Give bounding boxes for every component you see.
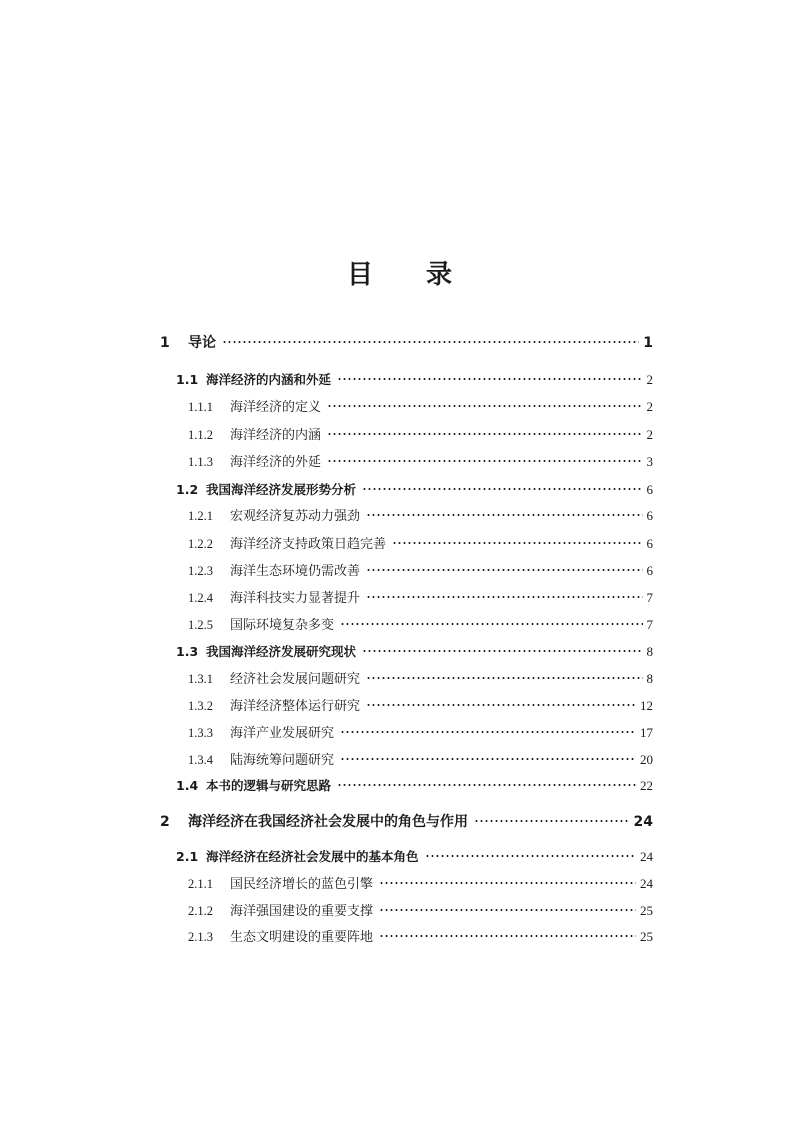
toc-entry-title: 导论 [188,335,216,351]
toc-entry-number: 1.3 [176,644,199,659]
dot-leader [362,488,642,490]
dot-leader [379,935,636,937]
toc-entry-title: 海洋经济在经济社会发展中的基本角色 [206,849,419,864]
toc-entry[interactable] [176,637,653,667]
toc-entry-page: 2 [646,399,653,414]
dot-leader [379,909,636,911]
toc-entry-number: 1.1.2 [188,428,213,442]
toc-entry[interactable] [188,447,653,477]
toc-entry-number: 1.2 [176,482,199,497]
dot-leader [327,405,642,407]
toc-entry-page: 7 [646,617,653,632]
toc-entry-title: 我国海洋经济发展形势分析 [206,482,357,497]
toc-entry-title: 我国海洋经济发展研究现状 [206,644,357,659]
toc-entry[interactable] [188,501,653,531]
toc-entry-title: 海洋经济的内涵 [230,427,322,442]
toc-entry-number: 1.1.1 [188,400,213,414]
toc-entry-page: 20 [640,752,653,767]
toc-entry-number: 1.4 [176,778,199,793]
toc-entry-title: 海洋经济的外延 [230,454,322,469]
toc-entry[interactable] [188,691,653,721]
dot-leader [392,542,642,544]
toc-entry[interactable] [176,771,653,801]
toc-entry-page: 2 [646,372,653,387]
toc-entry-number: 1.1.3 [188,455,213,469]
toc-entry-number: 1.2.5 [188,618,213,632]
toc-entry[interactable] [188,718,653,748]
toc-entry-page: 2 [646,427,653,442]
toc-entry[interactable] [188,392,653,422]
dot-leader [337,784,636,786]
toc-entry-title: 本书的逻辑与研究思路 [206,778,332,793]
dot-leader [337,378,642,380]
toc-entry[interactable] [188,922,653,952]
toc-entry-title: 陆海统筹问题研究 [230,752,335,767]
toc-entry-title: 国民经济增长的蓝色引擎 [230,876,374,891]
toc-entry[interactable] [160,328,653,358]
dot-leader [340,731,636,733]
toc-entry-number: 1.2.4 [188,591,213,605]
toc-entry-title: 海洋经济整体运行研究 [230,698,361,713]
toc-entry[interactable] [188,583,653,613]
toc-entry-number: 2.1.3 [188,930,213,944]
toc-entry-number: 1.2.1 [188,509,213,523]
toc-entry-number: 2 [160,814,170,830]
toc-entry-page: 8 [646,644,653,659]
dot-leader [340,758,636,760]
toc-entry-title: 海洋经济的内涵和外延 [206,372,332,387]
dot-leader [362,650,642,652]
toc-entry-page: 6 [646,536,653,551]
dot-leader [366,514,642,516]
toc-entry-page: 3 [646,454,653,469]
dot-leader [366,704,636,706]
toc-entry-page: 8 [646,671,653,686]
toc-entry-page: 1 [643,335,653,351]
toc-entry-number: 1.3.2 [188,699,213,713]
toc-entry-number: 1.2.3 [188,564,213,578]
toc-entry-number: 2.1.2 [188,904,213,918]
toc-entry-title: 国际环境复杂多变 [230,617,335,632]
toc-entry-title: 海洋经济的定义 [230,399,322,414]
toc-entry-page: 6 [646,482,653,497]
dot-leader [474,820,630,822]
toc-entry[interactable] [188,610,653,640]
toc-entry-title: 海洋生态环境仍需改善 [230,563,361,578]
toc-entry-page: 25 [640,929,653,944]
toc-entry-number: 2.1.1 [188,877,213,891]
toc-entry-number: 1.3.1 [188,672,213,686]
toc-entry[interactable] [188,556,653,586]
dot-leader [366,569,642,571]
toc-entry-number: 1 [160,335,170,351]
toc-entry-page: 25 [640,903,653,918]
dot-leader [425,855,636,857]
toc-entry-title: 海洋强国建设的重要支撑 [230,903,374,918]
dot-leader [366,677,642,679]
dot-leader [379,882,636,884]
toc-entry-page: 7 [646,590,653,605]
dot-leader [366,596,642,598]
page-title: 目 录 [346,260,475,290]
toc-entry[interactable] [188,420,653,450]
toc-entry-page: 22 [640,778,653,793]
toc-entry-page: 24 [633,814,653,830]
toc-entry-number: 1.3.4 [188,753,213,767]
toc-entry-page: 24 [640,876,653,891]
dot-leader [327,460,642,462]
toc-entry[interactable] [188,529,653,559]
toc-entry[interactable] [188,664,653,694]
toc-entry-title: 海洋经济在我国经济社会发展中的角色与作用 [188,814,468,830]
toc-entry-title: 生态文明建设的重要阵地 [230,929,374,944]
toc-entry-number: 1.3.3 [188,726,213,740]
toc-entry-page: 6 [646,508,653,523]
toc-entry-page: 6 [646,563,653,578]
toc-entry-title: 海洋经济支持政策日趋完善 [230,536,387,551]
dot-leader [340,623,642,625]
toc-entry-title: 宏观经济复苏动力强劲 [230,508,361,523]
toc-entry-number: 1.2.2 [188,537,213,551]
dot-leader [327,433,642,435]
toc-entry-page: 17 [640,725,653,740]
toc-entry-page: 12 [640,698,653,713]
dot-leader [222,341,639,343]
toc-entry-title: 海洋产业发展研究 [230,725,335,740]
toc-entry-number: 1.1 [176,372,199,387]
toc-entry[interactable] [160,807,653,837]
toc-entry-title: 经济社会发展问题研究 [230,671,361,686]
toc-entry-title: 海洋科技实力显著提升 [230,590,361,605]
toc-entry-number: 2.1 [176,849,199,864]
toc-entry[interactable] [176,365,653,395]
toc-entry[interactable] [188,869,653,899]
toc-entry-page: 24 [640,849,653,864]
toc-entry[interactable] [176,842,653,872]
